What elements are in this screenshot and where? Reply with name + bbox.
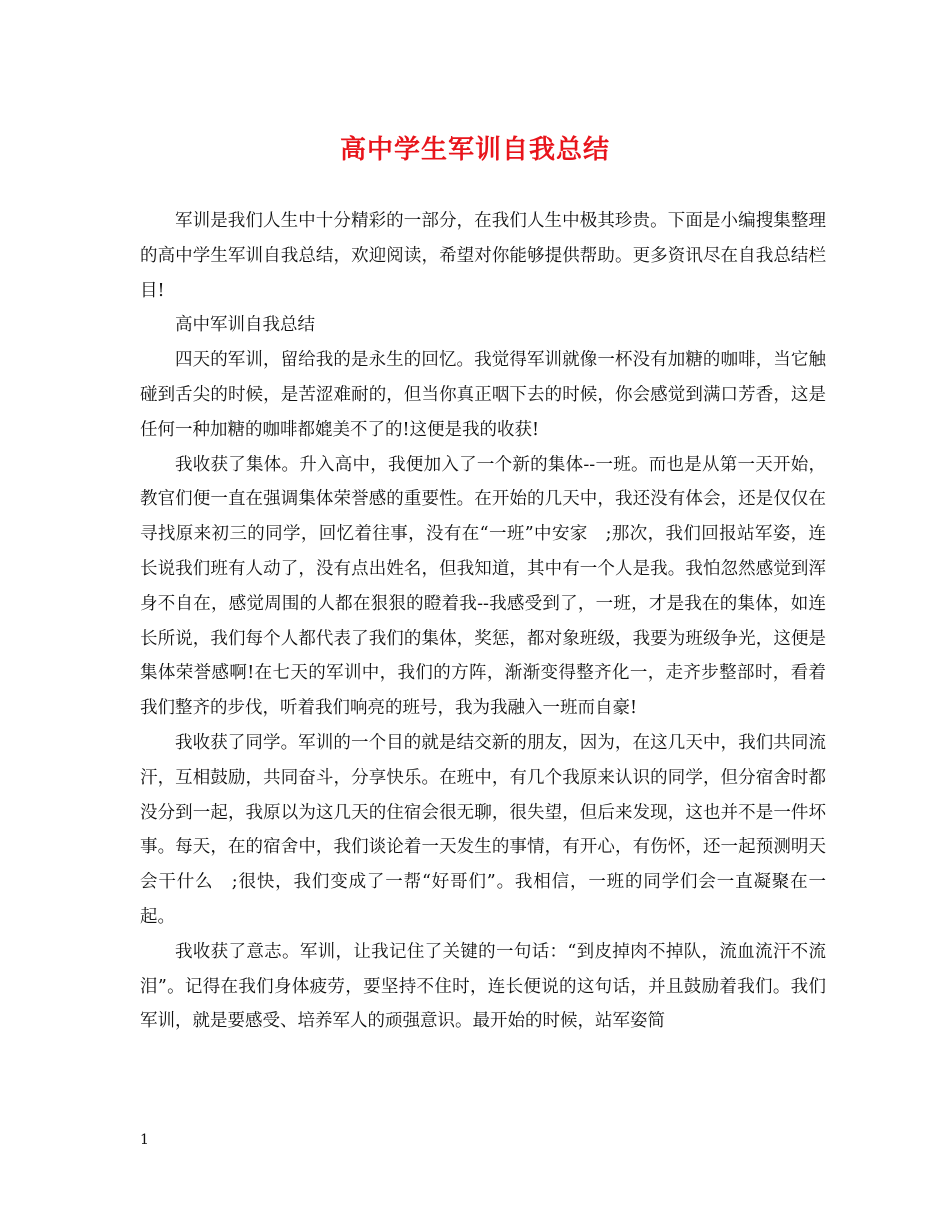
body-paragraph: 我收获了同学。军训的一个目的就是结交新的朋友，因为，在这几天中，我们共同流汗，互相鼓励，共同奋斗，分享快乐。在班中，有几个我原来认识的同学，但分宿舍时都没分到一起，我原以为这几天的住宿会很无聊，很失望，但后来发现，这也并不是一件坏事。每天，在的宿舍中，我们谈论着一天发生的事情，有开心，有伤怀，还一起预测明天会干什么 ;很快，我们变成了一帮“好哥们”。我相信，一班的同学们会一直凝聚在一起。 (140, 732, 826, 927)
body-paragraph: 四天的军训，留给我的是永生的回忆。我觉得军训就像一杯没有加糖的咖啡，当它触碰到舌尖的时候，是苦涩难耐的，但当你真正咽下去的时候，你会感觉到满口芳香，这是任何一种加糖的咖啡都媲美不了的!这便是我的收获! (140, 350, 826, 440)
section-heading: 高中军训自我总结 (175, 315, 315, 336)
document-title: 高中学生军训自我总结 (339, 135, 610, 165)
body-paragraph: 我收获了意志。军训，让我记住了关键的一句话：“到皮掉肉不掉队，流血流汗不流泪”。记得在我们身体疲劳，要坚持不住时，连长便说的这句话，并且鼓励着我们。我们军训，就是要感受、培养军人的顽强意识。最开始的时候，站军姿简 (140, 941, 826, 1032)
intro-paragraph: 军训是我们人生中十分精彩的一部分，在我们人生中极其珍贵。下面是小编搜集整理的高中学生军训自我总结，欢迎阅读，希望对你能够提供帮助。更多资讯尽在自我总结栏目! (140, 211, 826, 301)
document-body (140, 204, 826, 1039)
body-paragraph: 我收获了集体。升入高中，我便加入了一个新的集体--一班。而也是从第一天开始，教官们便一直在强调集体荣誉感的重要性。在开始的几天中，我还没有体会，还是仅仅在寻找原来初三的同学，回忆着往事，没有在“一班”中安家 ;那次，我们回报站军姿，连长说我们班有人动了，没有点出姓名，但我知道，其中有一个人是我。我怕忽然感觉到浑身不自在，感觉周围的人都在狠狠的瞪着我--我感受到了，一班，才是我在的集体，如连长所说，我们每个人都代表了我们的集体，奖惩，都对象班级，我要为班级争光，这便是集体荣誉感啊!在七天的军训中，我们的方阵，渐渐变得整齐化一，走齐步整部时，看着我们整齐的步伐，听着我们响亮的班号，我为我融入一班而自豪! (140, 454, 826, 719)
page-number: 1 (140, 1132, 149, 1148)
